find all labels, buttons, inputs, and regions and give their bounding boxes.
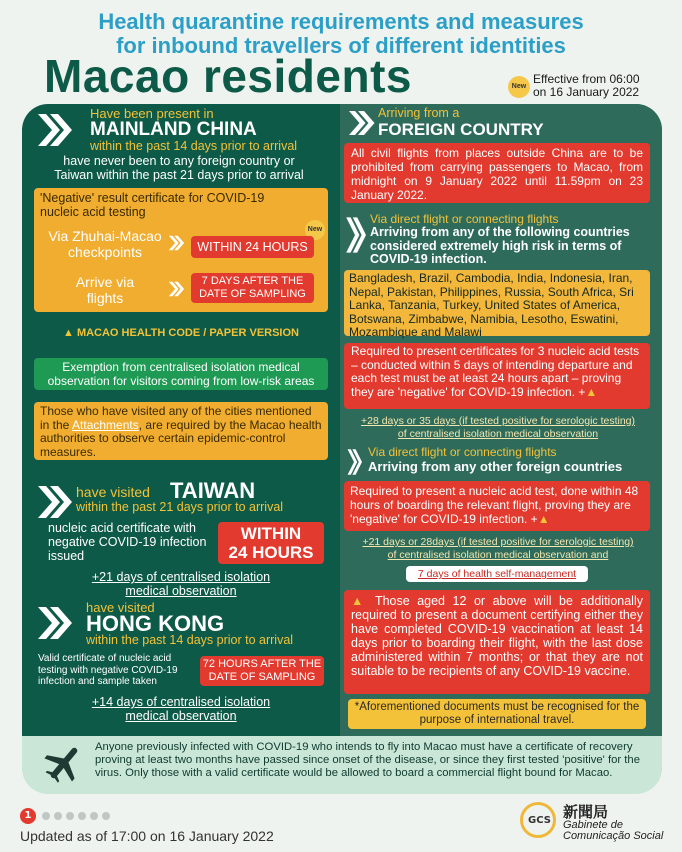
page-dot[interactable] [42, 812, 50, 820]
taiwan-title: TAIWAN [170, 478, 256, 503]
new-badge: New [508, 76, 530, 98]
isolation-21-days: +21 days or 28days (if tested positive for serologic testing) of centralised isolation medical observation and [362, 536, 634, 561]
arrive-flights-label: Arrive via flights [75, 274, 135, 306]
agency-name-chinese: 新聞局 [563, 803, 609, 821]
double-chevron-icon [344, 446, 364, 478]
taiwan-cert: nucleic acid certificate with negative COVID-19 infection issued [48, 521, 207, 563]
via-flight-label-2: Via direct flight or connecting flights [368, 445, 557, 459]
double-chevron-icon [34, 482, 74, 522]
warning-triangle-icon: ▲ [585, 384, 598, 399]
new-badge-small: New [305, 220, 325, 240]
hongkong-line2: within the past 14 days prior to arrival [86, 633, 294, 647]
double-chevron-icon [346, 108, 376, 138]
other-countries-title: Arriving from any other foreign countries [368, 459, 623, 474]
taiwan-line1: have visited [76, 484, 150, 500]
high-risk-countries-box: Bangladesh, Brazil, Cambodia, India, Indonesia, Iran, Nepal, Pakistan, Philippines, Russia, South Africa, Sri Lanka, Tanzania, Turkey, United States of America, Botswana, Zimbabwe, Namibia, Lesotho, Eswatini, Mozambique and Malawi [344, 270, 650, 336]
one-test-box: Required to present a nucleic acid test, done within 48 hours of boarding the relevant flight, proving they are 'negative' for COVID-19 infection. +▲ [344, 481, 650, 531]
documents-note: *Aforementioned documents must be recognised for the purpose of international travel. [348, 699, 646, 729]
self-management-box: 7 days of health self-management [406, 566, 588, 582]
header-title-line2: for inbound travellers of different identities [116, 33, 566, 58]
page-dot[interactable] [78, 812, 86, 820]
certificate-title: 'Negative' result certificate for COVID-19 nucleic acid testing [40, 191, 265, 219]
taiwan-isolation: +21 days of centralised isolation medical observation [91, 570, 271, 598]
hongkong-line1: have visited [86, 600, 155, 615]
header [0, 0, 682, 100]
foreign-line1: Arriving from a [378, 106, 460, 120]
attachments-box: Those who have visited any of the cities mentioned in the Attachments, are required by the Macao health authorities to observe certain epidemic-control measures. [34, 402, 328, 460]
civil-flights-box: All civil flights from places outside China are to be prohibited from carrying passengers to Macao, from midnight on 9 January 2022 until 11.59pm on 23 January 2022. [344, 143, 650, 203]
vaccine-box: ▲ Those aged 12 or above will be additionally required to present a document certifying either they have completed COVID-19 vaccination at least 14 days prior to boarding their flight, with the last dose administered within 7 months; or that they are not suitable to be recipients of any COVID-19 vaccine. [344, 590, 650, 694]
health-code-label: ▲ MACAO HEALTH CODE / PAPER VERSION [62, 327, 299, 339]
effective-date: Effective from 06:00 on 16 January 2022 [533, 72, 640, 99]
hongkong-title: HONG KONG [86, 611, 225, 636]
mainland-line1: Have been present in [90, 106, 214, 121]
page-title: Macao residents [44, 50, 412, 102]
mainland-conditions: have never been to any foreign country or Taiwan within the past 21 days prior to arrival [54, 154, 304, 182]
warning-triangle-icon: ▲ [62, 327, 77, 339]
updated-timestamp: Updated as of 17:00 on 16 January 2022 [20, 828, 274, 844]
three-tests-box: Required to present certificates for 3 nucleic acid tests – conducted within 5 days of intending departure and each test must be at least 24 hours apart – proving they are 'negative' for COVID-19 infection. +▲ [344, 343, 650, 409]
agency-name-portuguese: Gabinete de Comunicação Social [563, 819, 664, 842]
isolation-28-days: +28 days or 35 days (if tested positive for serologic testing) of centralised isolation medical observation [360, 415, 635, 440]
hongkong-cert: Valid certificate of nucleic acid testing with negative COVID-19 infection and sample taken [38, 653, 178, 687]
page-dot[interactable] [54, 812, 62, 820]
airplane-icon [44, 742, 84, 784]
double-chevron-icon [34, 603, 74, 643]
double-chevron-icon [167, 280, 185, 298]
hongkong-72-hours-badge: 72 HOURS AFTER THE DATE OF SAMPLING [200, 656, 324, 686]
attachments-link[interactable]: Attachments [72, 417, 139, 432]
taiwan-line2: within the past 21 days prior to arrival [76, 500, 284, 514]
warning-triangle-icon: ▲ [537, 512, 550, 526]
recovery-note: Anyone previously infected with COVID-19 who intends to fly into Macao must have a certificate of recovery proving at least two months have passed since onset of the disease, or since they first tested 'positive' for the virus. Only those with a valid certificate would be allowed to board a commercial flight bound for Macao. [95, 741, 640, 779]
hongkong-isolation: +14 days of centralised isolation medical observation [91, 695, 271, 723]
page-dot[interactable] [66, 812, 74, 820]
mainland-title: MAINLAND CHINA [90, 119, 257, 140]
header-title-line1: Health quarantine requirements and measures [98, 9, 584, 34]
double-chevron-icon [167, 234, 185, 252]
mainland-line2: within the past 14 days prior to arrival [90, 139, 298, 153]
page-dot-active[interactable]: 1 [20, 808, 36, 824]
high-risk-title: Arriving from any of the following countries considered extremely high risk in terms of COVID-19 infection. [370, 225, 630, 266]
foreign-title: FOREIGN COUNTRY [378, 120, 544, 139]
page-dot[interactable] [102, 812, 110, 820]
within-24-hours-badge: WITHIN 24 HOURS [191, 236, 314, 258]
exemption-box: Exemption from centralised isolation medical observation for visitors coming from low-risk areas [34, 358, 328, 390]
warning-triangle-icon: ▲ [351, 594, 375, 608]
page-dot[interactable] [90, 812, 98, 820]
taiwan-within-24-badge: WITHIN 24 HOURS [218, 522, 324, 564]
gcs-logo-text: GCS [528, 815, 551, 826]
seven-days-badge: 7 DAYS AFTER THE DATE OF SAMPLING [191, 273, 314, 303]
double-chevron-icon [34, 110, 74, 150]
via-flight-label-1: Via direct flight or connecting flights [370, 212, 559, 226]
double-chevron-icon [344, 213, 366, 257]
via-checkpoint-label: Via Zhuhai-Macao checkpoints [48, 228, 162, 260]
